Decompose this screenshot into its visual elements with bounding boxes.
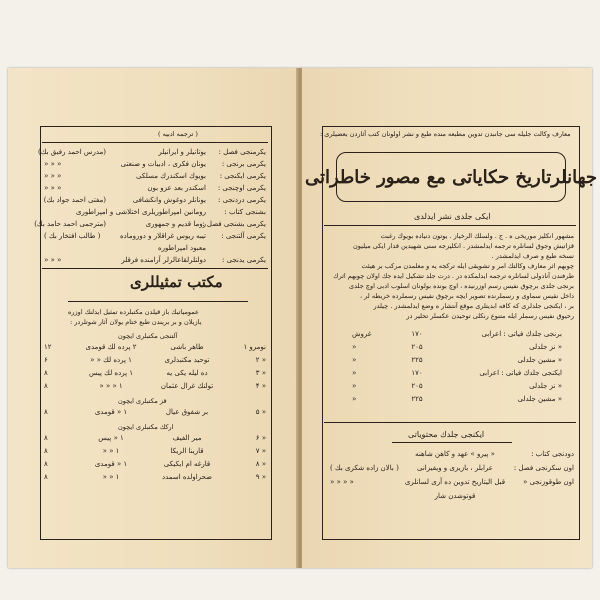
description-line: طرفندن آنادولی لسانلره ترجمه ایدلمکده در . درت جلد تشکیل ایده جك اولان چوبهم اثرك	[333, 272, 574, 280]
price-value: ۲۰۵	[411, 343, 423, 351]
contents-heading-underline	[392, 442, 512, 443]
subtitle: ایکی جلدی نشر ایدلدی	[414, 212, 491, 221]
description-line: قزاتیش وجوق لسانلره ترجمه ایدلمشدر . انکلیزجه سنی شهیدین قدار ایکی میلیون	[353, 242, 574, 250]
header-item-text: رومانین امپراطوریلری اختلاشی و امپراطوری	[75, 208, 206, 216]
price-unit: «	[352, 356, 357, 364]
header-note: ( ترجمه ادبیه )	[158, 130, 198, 138]
header-item-note: « « «	[44, 172, 62, 180]
play-title: ده لیله یکی یه	[166, 369, 208, 377]
right-page	[302, 68, 598, 568]
price-row	[342, 356, 562, 365]
publisher-note: معارف وکالت جلیله سی جانبدن تدوین مطبعه منده طبع و نشر اولونان کتب آثاردن بعضیلری :	[320, 130, 571, 138]
play-price: ۱۲	[44, 343, 52, 351]
main-title: جهانلرتاریخ حکایاتی مع مصور خاطراتی	[304, 166, 598, 188]
header-item-text: اسکندر بعد عزو بون	[147, 184, 206, 192]
play-meta: ۱ « قومدی	[94, 460, 128, 468]
play-row	[44, 369, 266, 378]
header-item-text: دولتلرلقاعالرلر آرامنده فرقلر	[121, 256, 206, 264]
header-item-note: ( طالب افتخار بك )	[44, 232, 101, 240]
play-row	[44, 356, 266, 365]
header-item-text: تیبه ریوس غراقلار و دوروماده	[120, 232, 206, 240]
section-heading: قز مکتبلری ایچون	[118, 397, 167, 405]
header-item	[34, 220, 266, 229]
header-item-note: (مترجمی احمد حامد بك)	[34, 220, 106, 228]
subtitle-divider	[324, 225, 576, 226]
play-number: « ۲	[255, 356, 266, 364]
play-row	[44, 460, 266, 469]
header-item	[37, 148, 266, 157]
play-meta: ۱ پرده لك « «	[90, 356, 132, 364]
play-price: ۸	[44, 447, 48, 455]
description-line: رحیوق نفیس رسملر ایله متنوع رنکلی توحیدن عکسلر تحلیر در	[406, 312, 574, 320]
contents-top-divider	[324, 422, 576, 423]
play-meta: ۱ « قومدی	[94, 408, 128, 416]
header-item	[44, 172, 266, 181]
price-value: ۱۷۰	[411, 369, 423, 377]
price-row	[342, 382, 562, 391]
header-item-label: یکرمی دردنجی :	[218, 196, 266, 204]
play-meta: ۱ پرده لك پیس	[88, 369, 134, 377]
price-label: « مشین جلدلی	[517, 395, 562, 403]
price-unit: «	[352, 395, 357, 403]
contents-heading: ایکنجی جلدك محتویاتی	[408, 430, 485, 439]
header-item	[44, 256, 266, 265]
header-item-label: یکرمی یدنجی :	[222, 256, 266, 264]
play-number: « ۵	[255, 408, 266, 416]
play-price: ۸	[44, 408, 48, 416]
header-item-label: یکرمی ایکنجی :	[219, 172, 266, 180]
play-title: صحراولده اسمدد	[162, 473, 212, 481]
series-intro-line-1: عمومیاتیك باز قیلدن مکتبلرده تمثیل ایدلنك اوزره	[68, 308, 199, 316]
contents-note: « « « «	[330, 478, 354, 486]
play-number: « ۹	[255, 473, 266, 481]
play-number: نومرو ۱	[243, 343, 266, 351]
play-number: « ۶	[255, 434, 266, 442]
price-unit: «	[352, 369, 357, 377]
contents-text: « پیرو » عهد و کاهن شاهنه	[415, 450, 495, 458]
header-item-label: بشنجی کتاب :	[224, 208, 266, 216]
contents-row	[326, 450, 574, 459]
contents-text: قوتوشدن شار	[434, 492, 476, 500]
contents-text: قبل الیتاریخ تدوین ده آری لسانلری	[404, 478, 506, 486]
play-meta: ۱ « پیس	[98, 434, 124, 442]
play-row	[44, 447, 266, 456]
play-row	[44, 434, 266, 443]
play-row	[44, 343, 266, 352]
play-price: ۸	[44, 382, 48, 390]
header-item-text: معبود امپراطوره	[157, 244, 206, 252]
contents-text: عرابلر ، بازیزی و ویفیزانی	[417, 464, 493, 472]
play-price: ۸	[44, 369, 48, 377]
play-title: طاهر باشی	[170, 343, 204, 351]
header-divider	[42, 142, 268, 143]
header-item-label: یکرمی اوچنجی :	[217, 184, 266, 192]
play-title: قارینا الریکا	[170, 447, 204, 455]
header-item-note: « « «	[44, 160, 62, 168]
contents-row	[326, 478, 574, 487]
header-item	[44, 184, 266, 193]
contents-label: اون طوقوزنجی «	[522, 478, 574, 486]
play-title: بر شفوق عیال	[165, 408, 209, 416]
description-line: نسخه طبع و صرف ایدلمشدر .	[491, 252, 574, 260]
play-title: قارغه ام ایکیکی	[163, 460, 211, 468]
header-item	[44, 196, 266, 205]
price-row	[342, 395, 562, 404]
play-title: میر الفیف	[172, 434, 202, 442]
header-item-label: یکرمنجی فصل :	[218, 148, 266, 156]
price-value: ۲۲۵	[411, 395, 423, 403]
play-meta: ۲ پرده لك قومدی	[85, 343, 137, 351]
price-value: ۲۰۵	[411, 382, 423, 390]
contents-note: ( بالان زاده شکری بك )	[330, 464, 399, 472]
play-row	[44, 408, 266, 417]
price-row	[342, 343, 562, 352]
description-line: داخل نقیس سماوی و رسملرنده تصویر ایچه برچوق نفیس رسملرده خریطه لر ،	[360, 292, 574, 300]
price-label: برنجی جلدك فیاتی : اعرابی	[481, 330, 562, 338]
header-item-text: بویوك اسکندرك مسلکی	[136, 172, 206, 180]
header-item-label: یکرمی آلتنجی :	[221, 232, 266, 240]
header-item-note: (مدرس احمد رفیق بك)	[37, 148, 106, 156]
description-line: چوبهم اثر معارف وکالتك امر و تشویقی ایله ترکجه یه و معلمدن مرکب بر هیئت	[361, 262, 574, 270]
play-price: ۸	[44, 460, 48, 468]
header-item-note: « « «	[44, 256, 62, 264]
price-unit: «	[352, 343, 357, 351]
price-row	[342, 369, 562, 378]
price-label: « مشین جلدلی	[517, 356, 562, 364]
play-number: « ۸	[255, 460, 266, 468]
contents-row	[326, 492, 574, 501]
header-item-note: « « «	[44, 184, 62, 192]
price-value: ۲۲۵	[411, 356, 423, 364]
header-item-label: یکرمی بشنجی فصل :	[202, 220, 266, 228]
book-spread	[8, 68, 598, 568]
play-number: « ۷	[255, 447, 266, 455]
description-line: مشهور انکلیز موریخی ه . ج . ولسلك الرخیاز . یوتون دنیاده بویوك رغبت	[380, 232, 574, 240]
play-meta: ۱ « « «	[99, 382, 123, 390]
section-heading: ارکك مکتبلری ایچون	[118, 423, 174, 431]
play-price: ۸	[44, 434, 48, 442]
header-item-text: یوتانیلر و ایرانیلر	[158, 148, 206, 156]
price-unit: «	[352, 382, 357, 390]
header-item	[44, 160, 266, 169]
play-row	[44, 382, 266, 391]
play-number: « ۳	[255, 369, 266, 377]
header-item-text: روما قدیم و جمهوری	[145, 220, 206, 228]
play-price: ۸	[44, 473, 48, 481]
price-label: « نز جلدلی	[529, 343, 562, 351]
play-number: « ۴	[255, 382, 266, 390]
left-page	[8, 68, 298, 568]
price-row	[342, 330, 562, 339]
series-intro-line-2: یازیلان و بر بریندن طبع ختام یولان آثار شوتلردر :	[70, 318, 202, 326]
play-meta: ۱ « «	[102, 447, 120, 455]
play-row	[44, 473, 266, 482]
play-title: تولنك غرال عثمان	[160, 382, 214, 390]
price-value: ۱۷۰	[411, 330, 423, 338]
header-item-text: یونانلر دوغوش وانکشافی	[132, 196, 206, 204]
section-heading: آلتنجی مکتبلری ایچون	[118, 332, 178, 340]
price-label: « نز جلدلی	[529, 382, 562, 390]
contents-row	[326, 464, 574, 473]
play-title: توحید مکتبدلری	[164, 356, 210, 364]
title-cartouche	[304, 152, 598, 202]
header-item	[44, 244, 266, 253]
contents-label: اون سکزنجی فصل :	[513, 464, 574, 472]
series-top-divider	[42, 268, 268, 269]
header-item-label: یکرمی برنجی :	[221, 160, 266, 168]
series-title-underline	[68, 301, 248, 302]
header-item	[44, 232, 266, 241]
play-meta: ۱ « «	[102, 473, 120, 481]
header-item-note: (مفتی احمد جواد بك)	[43, 196, 106, 204]
header-item	[44, 208, 266, 217]
description-line: برنجی جلدی برچوق نفیس رسم اوزرنیده ، اوچ بونده بولونان اسلوب ادبی اوچ جلدی	[349, 282, 574, 290]
description-line: بر ، ایکنجی جلدلری که کافه ابدیتلری موقع آنتشار ه وضع ایدلمشدر . چیلدر	[373, 302, 574, 310]
series-title: مکتب تمثیللری	[130, 273, 223, 291]
contents-label: دودنجی کتاب :	[531, 450, 574, 458]
price-unit: غروش	[352, 330, 372, 338]
header-item-text: یونان فکری ، ادبیات و صنعتی	[120, 160, 206, 168]
play-price: ۶	[44, 356, 48, 364]
price-label: ایکنجی جلدك فیاتی : اعرابی	[479, 369, 562, 377]
